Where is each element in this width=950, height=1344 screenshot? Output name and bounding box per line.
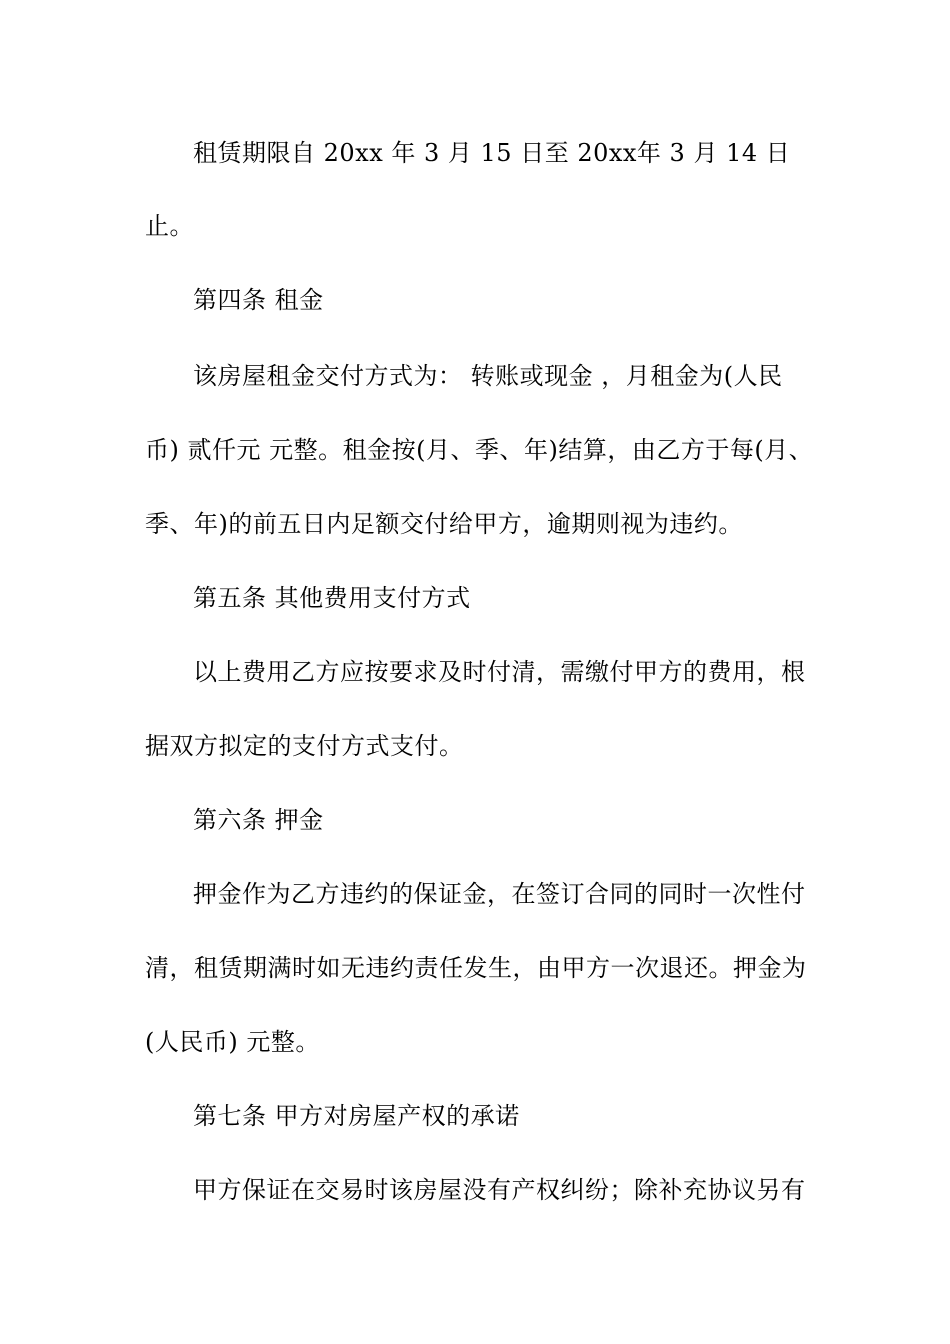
deposit-paragraph-line-2: 清，租赁期满时如无违约责任发生，由甲方一次退还。押金为 [145, 954, 807, 982]
article-5-heading: 第五条 其他费用支付方式 [193, 584, 471, 612]
article-6-heading: 第六条 押金 [193, 806, 324, 834]
rent-paragraph-line-2: 币) 贰仟元 元整。租金按(月、季、年)结算，由乙方于每(月、 [145, 436, 814, 464]
rent-paragraph-line-1: 该房屋租金交付方式为： 转账或现金 ，月租金为(人民 [193, 362, 783, 390]
article-4-heading: 第四条 租金 [193, 286, 324, 314]
fees-paragraph-line-1: 以上费用乙方应按要求及时付清，需缴付甲方的费用，根 [193, 658, 806, 686]
deposit-paragraph-line-3: (人民币) 元整。 [145, 1028, 320, 1056]
deposit-paragraph-line-1: 押金作为乙方违约的保证金，在签订合同的同时一次性付 [193, 880, 806, 908]
ownership-paragraph-line-1: 甲方保证在交易时该房屋没有产权纠纷；除补充协议另有 [193, 1176, 806, 1204]
rent-paragraph-line-3: 季、年)的前五日内足额交付给甲方，逾期则视为违约。 [145, 510, 743, 538]
fees-paragraph-line-2: 据双方拟定的支付方式支付。 [145, 732, 464, 760]
lease-term-line-1: 租赁期限自 20xx 年 3 月 15 日至 20xx年 3 月 14 日 [193, 139, 791, 167]
article-7-heading: 第七条 甲方对房屋产权的承诺 [193, 1102, 520, 1130]
lease-term-line-2: 止。 [145, 212, 194, 240]
